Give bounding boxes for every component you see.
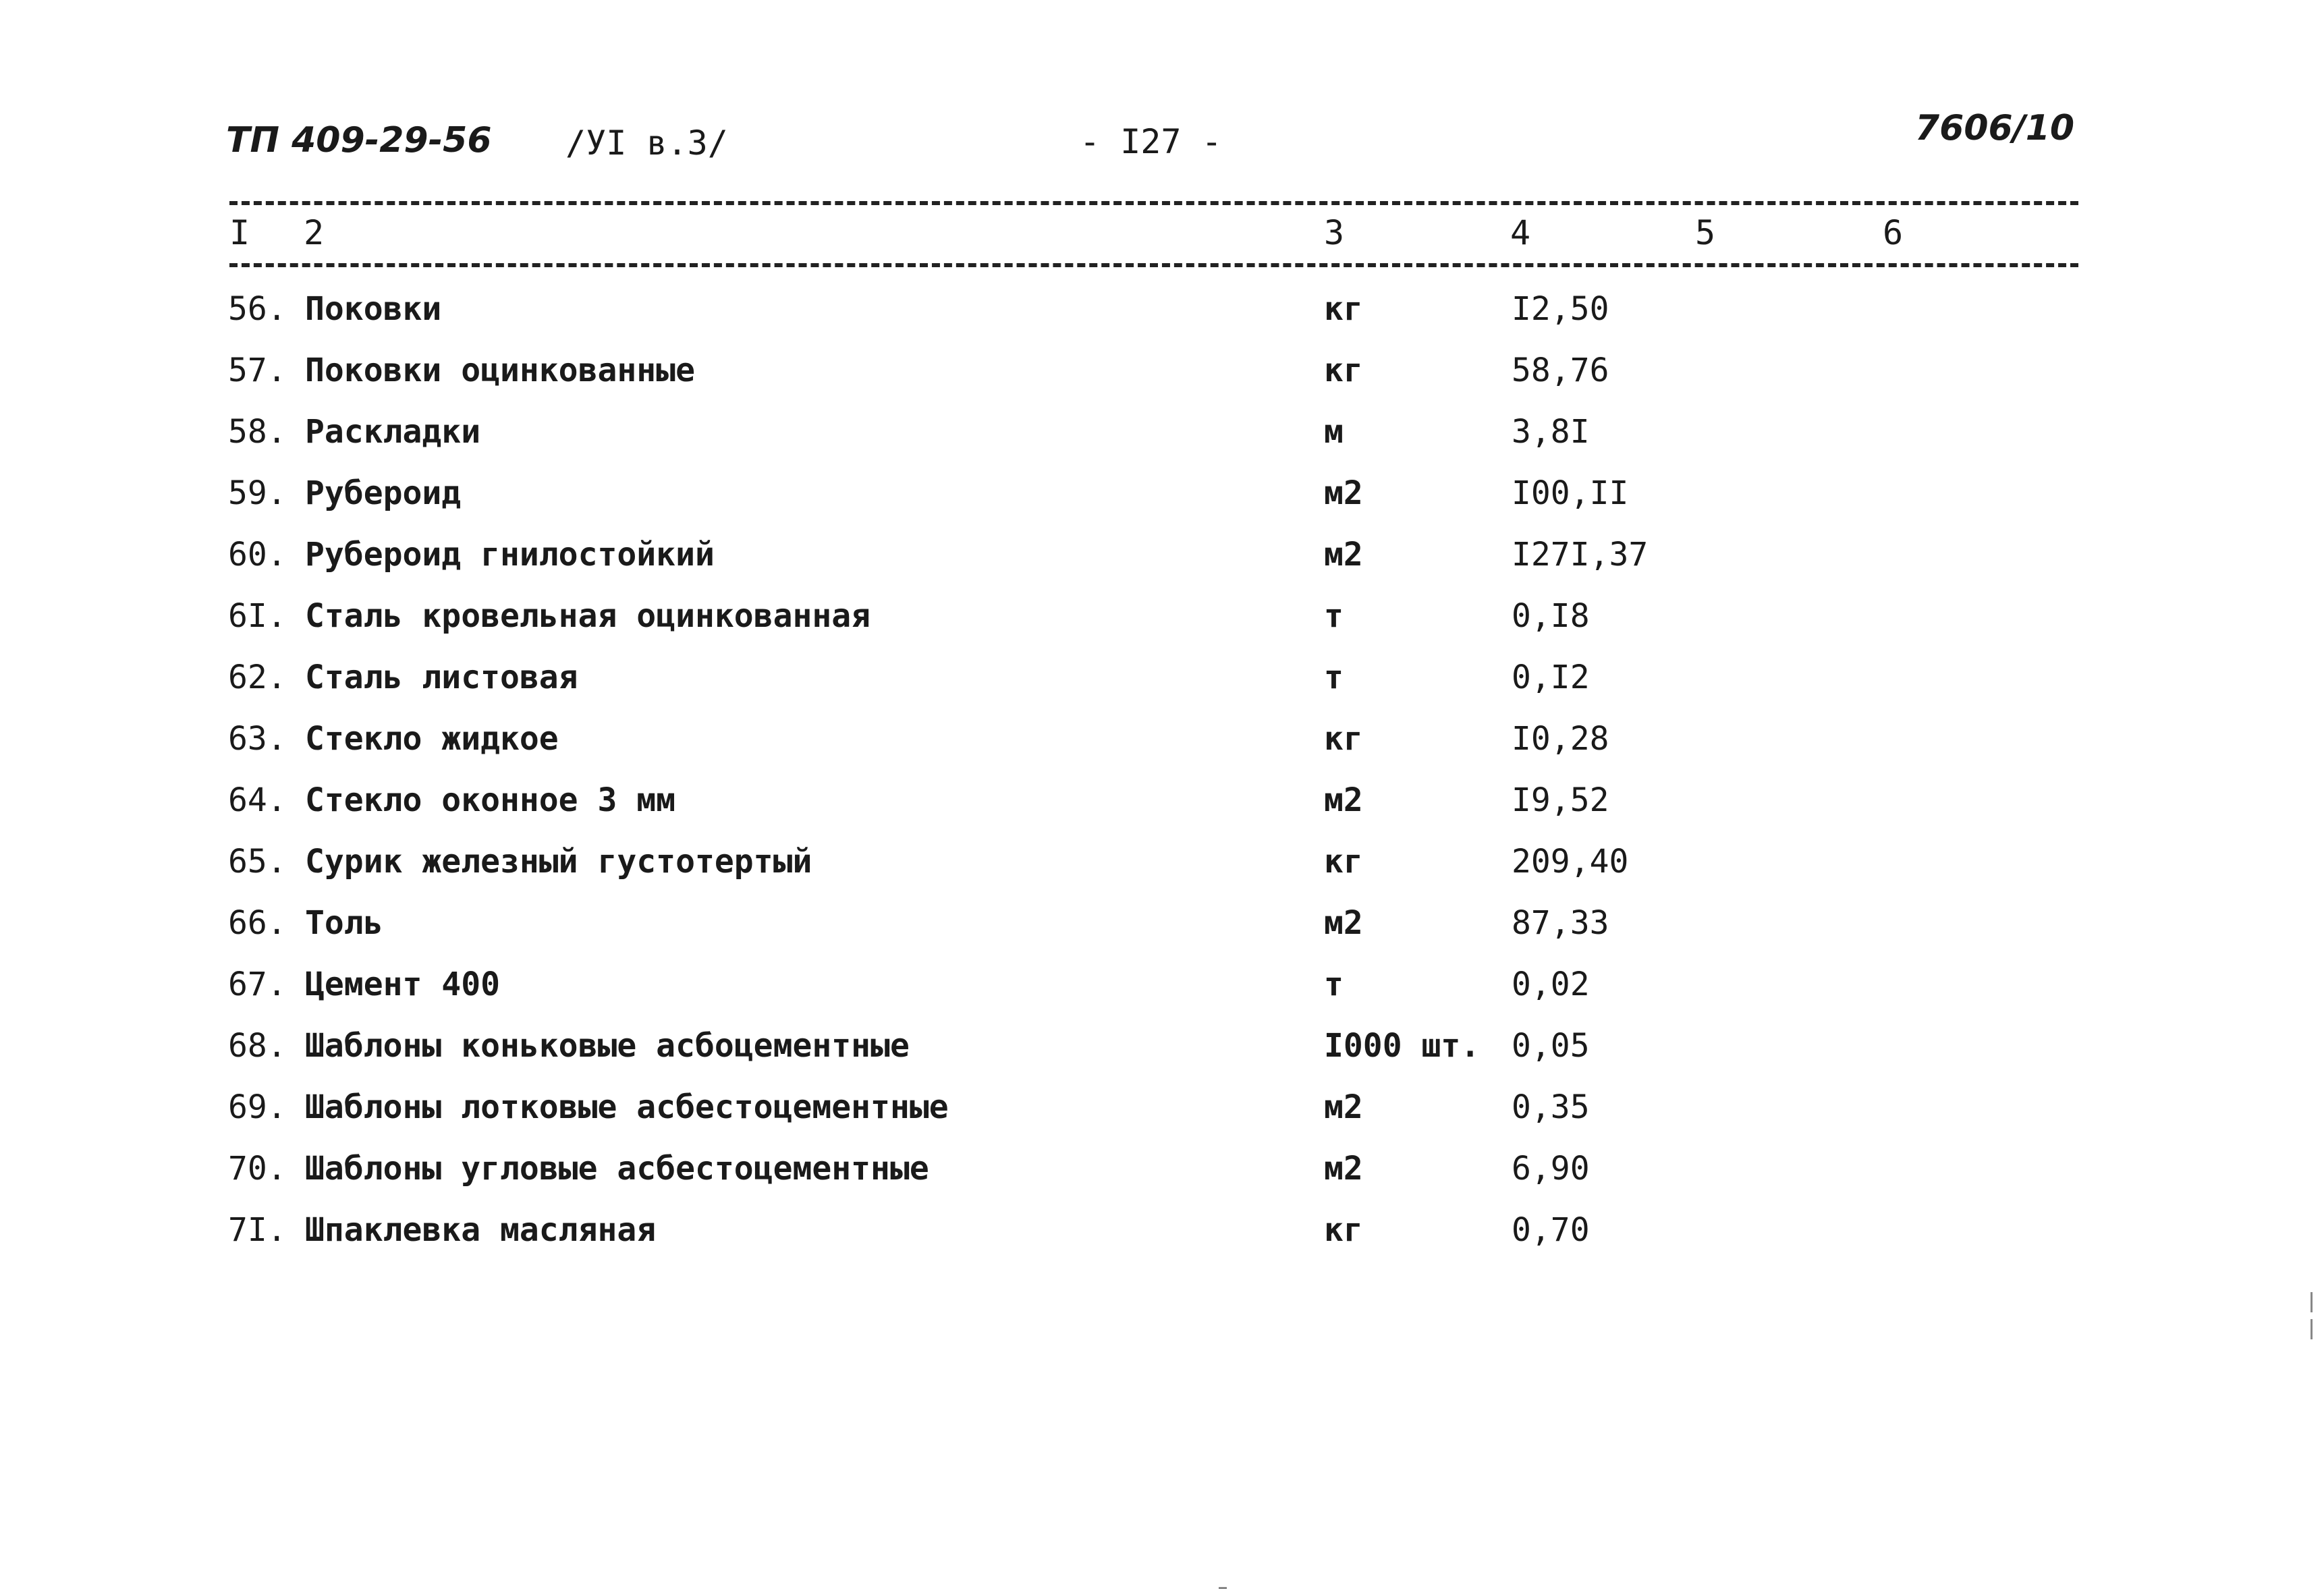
row-number: 7I. (228, 1211, 287, 1249)
unit: кг (1324, 720, 1363, 758)
unit: т (1324, 966, 1344, 1003)
material-name: Шпаклевка масляная (305, 1211, 657, 1249)
material-name: Рубероид (305, 474, 462, 512)
column-header-5: 5 (1695, 213, 1716, 252)
row-number: 58. (228, 413, 287, 451)
material-name: Сурик железный густотертый (305, 843, 812, 881)
materials-table-body (0, 289, 2324, 1271)
scan-artifact (2311, 1319, 2313, 1339)
table-row (0, 780, 2324, 841)
material-name: Рубероид гнилостойкий (305, 536, 715, 574)
row-number: 57. (228, 352, 287, 389)
column-header-3: 3 (1324, 213, 1345, 252)
table-row (0, 719, 2324, 780)
unit: кг (1324, 352, 1363, 389)
column-header-1: I (229, 213, 250, 252)
quantity: 87,33 (1512, 904, 1609, 942)
table-row (0, 1087, 2324, 1148)
table-row (0, 657, 2324, 719)
table-header-top-rule (229, 201, 2078, 205)
table-row (0, 1148, 2324, 1210)
material-name: Шаблоны угловые асбестоцементные (305, 1150, 929, 1188)
unit: м2 (1324, 781, 1363, 819)
table-row (0, 1026, 2324, 1087)
unit: м2 (1324, 904, 1363, 942)
quantity: 0,02 (1512, 966, 1590, 1003)
quantity: 0,70 (1512, 1211, 1590, 1249)
unit: кг (1324, 1211, 1363, 1249)
quantity: 6,90 (1512, 1150, 1590, 1188)
row-number: 67. (228, 966, 287, 1003)
row-number: 6I. (228, 597, 287, 635)
quantity: I2,50 (1512, 290, 1609, 328)
quantity: 3,8I (1512, 413, 1590, 451)
document-code: ТП 409-29-56 (226, 120, 492, 161)
table-row (0, 412, 2324, 473)
material-name: Поковки (305, 290, 442, 328)
quantity: 0,I8 (1512, 597, 1590, 635)
row-number: 64. (228, 781, 287, 819)
material-name: Шаблоны коньковые асбоцементные (305, 1027, 910, 1065)
column-header-4: 4 (1510, 213, 1531, 252)
row-number: 68. (228, 1027, 287, 1065)
table-row (0, 596, 2324, 657)
row-number: 69. (228, 1088, 287, 1126)
table-row (0, 289, 2324, 350)
material-name: Сталь листовая (305, 659, 578, 696)
table-row (0, 350, 2324, 412)
quantity: I9,52 (1512, 781, 1609, 819)
sheet-reference: 7606/10 (1915, 108, 2075, 148)
page-number: - I27 - (1080, 122, 1222, 161)
material-name: Сталь кровельная оцинкованная (305, 597, 871, 635)
unit: кг (1324, 843, 1363, 881)
unit: м2 (1324, 474, 1363, 512)
column-header-2: 2 (304, 213, 325, 252)
unit: м2 (1324, 1088, 1363, 1126)
row-number: 63. (228, 720, 287, 758)
document-section: /УI в.3/ (565, 123, 728, 163)
quantity: 209,40 (1512, 843, 1629, 881)
material-name: Шаблоны лотковые асбестоцементные (305, 1088, 949, 1126)
quantity: I00,II (1512, 474, 1629, 512)
row-number: 70. (228, 1150, 287, 1188)
row-number: 59. (228, 474, 287, 512)
material-name: Толь (305, 904, 383, 942)
row-number: 60. (228, 536, 287, 574)
table-row (0, 841, 2324, 903)
quantity: 0,05 (1512, 1027, 1590, 1065)
unit: кг (1324, 290, 1363, 328)
row-number: 56. (228, 290, 287, 328)
row-number: 66. (228, 904, 287, 942)
unit: т (1324, 659, 1344, 696)
row-number: 62. (228, 659, 287, 696)
column-header-6: 6 (1883, 213, 1904, 252)
unit: м2 (1324, 1150, 1363, 1188)
material-name: Стекло жидкое (305, 720, 559, 758)
unit: т (1324, 597, 1344, 635)
quantity: 0,I2 (1512, 659, 1590, 696)
material-name: Поковки оцинкованные (305, 352, 695, 389)
material-name: Раскладки (305, 413, 481, 451)
table-row (0, 964, 2324, 1026)
scan-artifact (2311, 1292, 2313, 1312)
quantity: I0,28 (1512, 720, 1609, 758)
table-row (0, 903, 2324, 964)
unit: м (1324, 413, 1344, 451)
table-row (0, 534, 2324, 596)
material-name: Цемент 400 (305, 966, 500, 1003)
unit: I000 шт. (1324, 1027, 1481, 1065)
quantity: 0,35 (1512, 1088, 1590, 1126)
row-number: 65. (228, 843, 287, 881)
table-row (0, 1210, 2324, 1271)
unit: м2 (1324, 536, 1363, 574)
material-name: Стекло оконное 3 мм (305, 781, 676, 819)
table-row (0, 473, 2324, 534)
table-header-bottom-rule (229, 263, 2078, 267)
quantity: I27I,37 (1512, 536, 1649, 574)
quantity: 58,76 (1512, 352, 1609, 389)
